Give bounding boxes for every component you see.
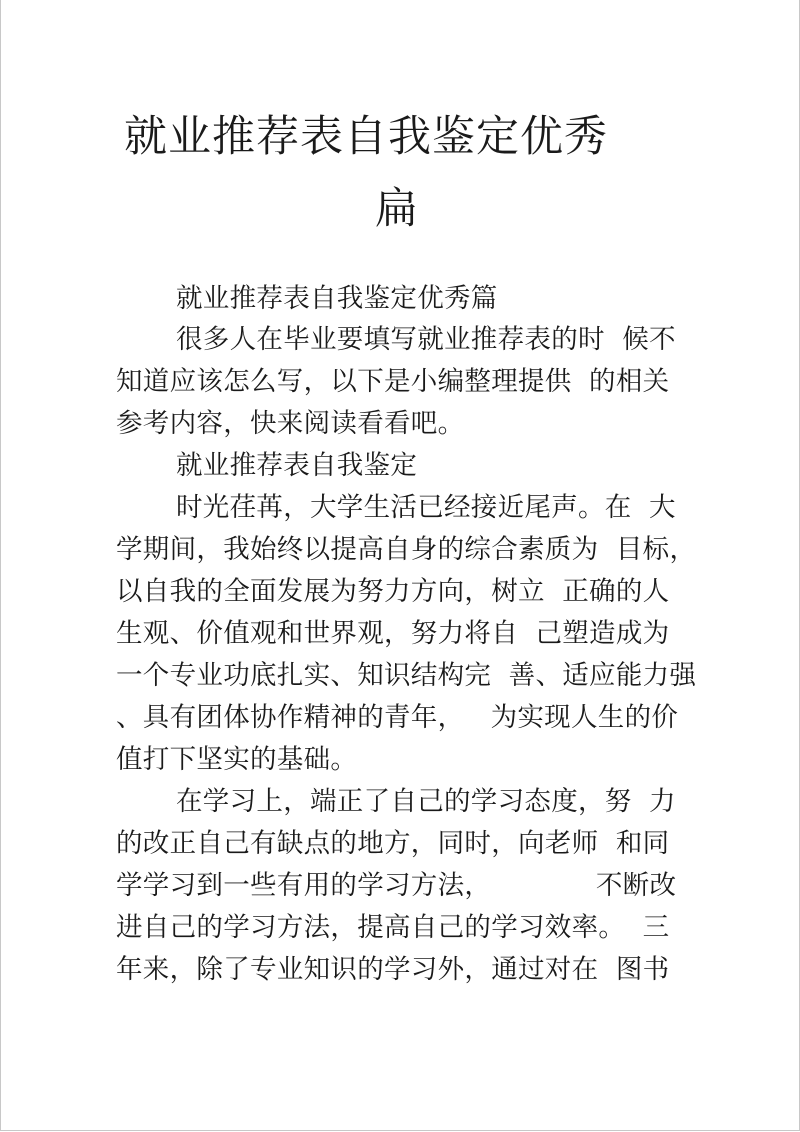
document-title: 就业推荐表自我鉴定优秀 bbox=[124, 112, 608, 162]
paragraph-line: 很多人在毕业要填写就业推荐表的时 候不 bbox=[176, 324, 676, 355]
paragraph-line: 年来，除了专业知识的学习外，通过对在 图书 bbox=[116, 954, 670, 985]
section-heading: 就业推荐表自我鉴定 bbox=[176, 450, 418, 481]
paragraph-line: 、具有团体协作精神的青年， 为实现人生的价 bbox=[116, 702, 679, 733]
paragraph-line: 以自我的全面发展为努力方向，树立 正确的人 bbox=[116, 576, 670, 607]
paragraph-line: 知道应该怎么写，以下是小编整理提供 的相关 bbox=[116, 366, 670, 397]
paragraph-line: 学期间，我始终以提高自身的综合素质为 目标， bbox=[116, 534, 697, 565]
paragraph-line: 学学习到一些有用的学习方法， 不断改 bbox=[116, 870, 677, 901]
paragraph-line: 时光荏苒，大学生活已经接近尾声。在 大 bbox=[176, 492, 676, 523]
paragraph-line: 值打下坚实的基础。 bbox=[116, 744, 358, 775]
paragraph-line: 参考内容，快来阅读看看吧。 bbox=[116, 408, 465, 439]
document-title-continued: 扁 bbox=[375, 184, 419, 234]
paragraph-line: 在学习上，端正了自己的学习态度，努 力 bbox=[176, 786, 676, 817]
subtitle-line: 就业推荐表自我鉴定优秀篇 bbox=[176, 283, 498, 314]
paragraph-line: 一个专业功底扎实、知识结构完 善、适应能力强 bbox=[116, 660, 697, 691]
paragraph-line: 生观、价值观和世界观，努力将自 己塑造成为 bbox=[116, 618, 670, 649]
paragraph-line: 进自己的学习方法，提高自己的学习效率。 三 bbox=[116, 912, 670, 943]
paragraph-line: 的改正自己有缺点的地方，同时，向老师 和同 bbox=[116, 828, 670, 859]
